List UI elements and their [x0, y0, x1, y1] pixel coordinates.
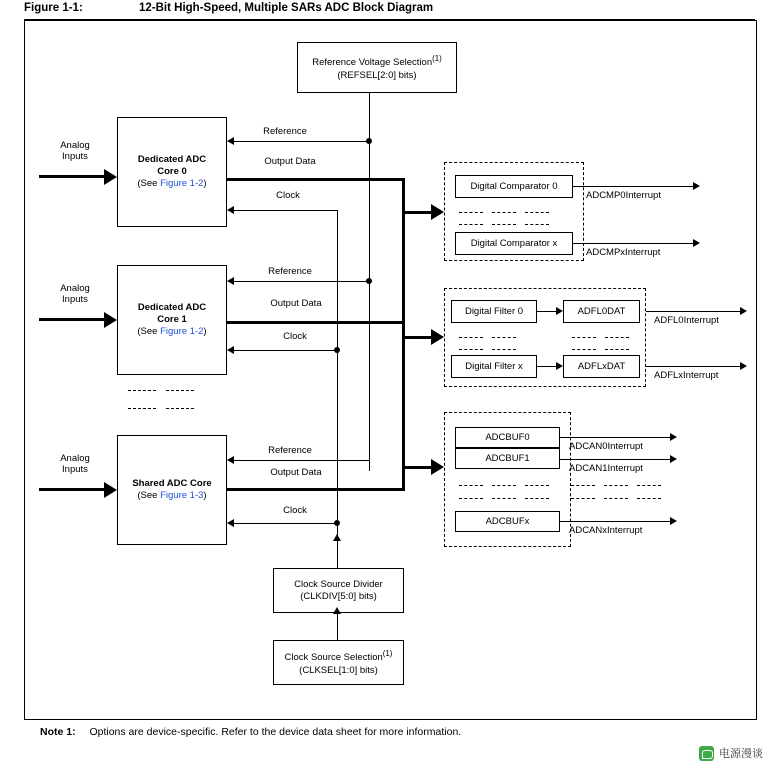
ellipsis-dash	[459, 212, 483, 213]
block-clock-source-selection	[273, 640, 404, 685]
line-analog-inputs-1	[39, 318, 105, 321]
arrowhead	[431, 329, 444, 345]
arrowhead	[104, 312, 117, 328]
ellipsis-dash	[604, 498, 628, 499]
label-reference-0: Reference	[263, 126, 307, 137]
ellipsis-dash	[459, 485, 483, 486]
ellipsis-dash	[459, 337, 483, 338]
line-analog-inputs-0	[39, 175, 105, 178]
clkdiv-line2: (CLKDIV[5:0] bits)	[300, 590, 377, 602]
label-adcmp0-interrupt: ADCMP0Interrupt	[586, 190, 661, 201]
bus-output-data-2	[227, 488, 405, 491]
ellipsis-dash	[572, 349, 596, 350]
arrowhead	[670, 455, 677, 463]
adcbufx-label: ADCBUFx	[485, 515, 530, 527]
block-adcbufx	[455, 511, 560, 532]
block-digital-filter-x	[451, 355, 537, 378]
block-adfl0dat	[563, 300, 640, 323]
ellipsis-dash	[637, 485, 661, 486]
core0-line1: Dedicated ADC	[137, 154, 207, 165]
ellipsis-dash	[492, 224, 516, 225]
junction-dot	[366, 278, 372, 284]
label-analog-inputs-2: Analog Inputs	[60, 453, 90, 475]
arrowhead	[740, 362, 747, 370]
label-clock-0: Clock	[276, 190, 300, 201]
junction-dot	[334, 520, 340, 526]
line-adcmpx-interrupt	[573, 243, 693, 244]
arrowhead	[556, 362, 563, 370]
clksel-line2: (CLKSEL[1:0] bits)	[299, 664, 378, 676]
ellipsis-dash	[525, 485, 549, 486]
block-dedicated-adc-core-1	[117, 265, 227, 375]
figure-label: Figure 1-1:	[24, 2, 83, 14]
arrowhead	[333, 607, 341, 614]
watermark	[699, 745, 763, 761]
core1-line1: Dedicated ADC	[137, 302, 207, 313]
ellipsis-dash	[605, 337, 629, 338]
line-clock-shared	[228, 523, 337, 524]
arrowhead	[104, 482, 117, 498]
label-reference-2: Reference	[268, 445, 312, 456]
bus-branch-filters	[402, 336, 432, 339]
ellipsis-dash	[572, 337, 596, 338]
arrowhead	[740, 307, 747, 315]
ellipsis-dash	[525, 498, 549, 499]
line-reference-core0	[228, 141, 369, 142]
label-adcanx-interrupt: ADCANxInterrupt	[569, 525, 643, 536]
label-reference-1: Reference	[268, 266, 312, 277]
comparatorx-label: Digital Comparator x	[470, 237, 558, 249]
adcbuf1-label: ADCBUF1	[485, 452, 530, 464]
ellipsis-dash	[525, 224, 549, 225]
ref-select-line2: (REFSEL[2:0] bits)	[337, 69, 417, 81]
ellipsis-dash	[525, 212, 549, 213]
figure-note	[40, 726, 461, 738]
core0-see: (See Figure 1-2)	[137, 178, 207, 189]
block-shared-adc-core	[117, 435, 227, 545]
ellipsis-dash	[571, 498, 595, 499]
line-adfl0-interrupt	[646, 311, 740, 312]
figure-caption	[24, 2, 754, 20]
label-clock-2: Clock	[283, 505, 307, 516]
line-adcan0-interrupt	[560, 437, 670, 438]
line-adcmp0-interrupt	[573, 186, 693, 187]
label-adcan0-interrupt: ADCAN0Interrupt	[569, 441, 643, 452]
wechat-icon	[699, 746, 714, 761]
ref-select-line1: Reference Voltage Selection$^{(1)}$	[312, 54, 442, 69]
label-analog-inputs-0: Analog Inputs	[60, 140, 90, 162]
label-adflx-interrupt: ADFLxInterrupt	[654, 370, 719, 381]
arrowhead	[227, 277, 234, 285]
ellipsis-dash	[492, 498, 516, 499]
arrowhead	[431, 204, 444, 220]
shared-see: (See Figure 1-3)	[137, 490, 207, 501]
block-digital-comparator-0	[455, 175, 573, 198]
bus-output-data-0	[227, 178, 405, 181]
label-analog-inputs-1: Analog Inputs	[60, 283, 90, 305]
line-reference-shared	[228, 460, 369, 461]
label-output-data-1: Output Data	[270, 298, 322, 309]
filter0-label: Digital Filter 0	[464, 305, 524, 317]
line-analog-inputs-2	[39, 488, 105, 491]
adfl0dat-label: ADFL0DAT	[577, 305, 626, 317]
line-adcan1-interrupt	[560, 459, 670, 460]
ellipsis-dash	[492, 212, 516, 213]
ellipsis-dash	[459, 349, 483, 350]
line-adflx-interrupt	[646, 366, 740, 367]
clkdiv-line1: Clock Source Divider	[294, 578, 383, 590]
block-dedicated-adc-core-0	[117, 117, 227, 227]
line-reference-core1	[228, 281, 369, 282]
ellipsis-dash	[492, 485, 516, 486]
arrowhead	[693, 182, 700, 190]
arrowhead	[227, 206, 234, 214]
line-filterx-to-adflxdat	[537, 366, 556, 367]
ellipsis-dash	[571, 485, 595, 486]
line-clksel-to-clkdiv	[337, 613, 338, 640]
ellipsis-dash	[459, 498, 483, 499]
ellipsis-dash	[166, 390, 194, 391]
bus-output-data-1	[227, 321, 405, 324]
junction-dot	[366, 138, 372, 144]
line-clock-core1	[228, 350, 337, 351]
arrowhead	[670, 433, 677, 441]
line-clkdiv-to-clockbus	[337, 540, 338, 568]
arrowhead	[431, 459, 444, 475]
arrowhead	[670, 517, 677, 525]
bus-branch-comparators	[402, 211, 432, 214]
ellipsis-dash	[166, 408, 194, 409]
ellipsis-dash	[637, 498, 661, 499]
arrowhead	[227, 456, 234, 464]
ellipsis-dash	[492, 349, 516, 350]
ellipsis-dash	[459, 224, 483, 225]
bus-branch-buffers	[402, 466, 432, 469]
core1-line2: Core 1	[157, 314, 187, 325]
arrowhead	[227, 519, 234, 527]
core0-line2: Core 0	[157, 166, 187, 177]
adcbuf0-label: ADCBUF0	[485, 431, 530, 443]
bus-clock-vertical	[337, 210, 338, 568]
label-adcmpx-interrupt: ADCMPxInterrupt	[586, 247, 661, 258]
core1-see: (See Figure 1-2)	[137, 326, 207, 337]
arrowhead	[227, 137, 234, 145]
comparator0-label: Digital Comparator 0	[470, 180, 558, 192]
note-prefix: Note 1:	[40, 726, 76, 738]
block-reference-voltage-selection	[297, 42, 457, 93]
line-clock-core0	[228, 210, 337, 211]
ellipsis-dash	[128, 390, 156, 391]
block-adcbuf1	[455, 448, 560, 469]
ellipsis-dash	[605, 349, 629, 350]
arrowhead	[693, 239, 700, 247]
block-digital-comparator-x	[455, 232, 573, 255]
arrowhead	[227, 346, 234, 354]
label-adcan1-interrupt: ADCAN1Interrupt	[569, 463, 643, 474]
bus-data-vertical	[402, 178, 405, 491]
figure-title: 12-Bit High-Speed, Multiple SARs ADC Block Diagram	[139, 2, 434, 14]
clksel-line1: Clock Source Selection$^{(1)}$	[284, 649, 393, 664]
note-text: Options are device-specific. Refer to the device data sheet for more information.	[89, 726, 462, 738]
watermark-text: 电源漫谈	[719, 748, 763, 760]
ellipsis-dash	[604, 485, 628, 486]
ellipsis-dash	[492, 337, 516, 338]
line-adcanx-interrupt	[560, 521, 670, 522]
arrowhead	[556, 307, 563, 315]
label-adfl0-interrupt: ADFL0Interrupt	[654, 315, 719, 326]
block-digital-filter-0	[451, 300, 537, 323]
block-adcbuf0	[455, 427, 560, 448]
junction-dot	[334, 347, 340, 353]
line-filter0-to-adfl0dat	[537, 311, 556, 312]
arrowhead	[104, 169, 117, 185]
block-adflxdat	[563, 355, 640, 378]
arrowhead	[333, 534, 341, 541]
label-output-data-0: Output Data	[264, 156, 316, 167]
ellipsis-dash	[128, 408, 156, 409]
filterx-label: Digital Filter x	[465, 360, 523, 372]
shared-line1: Shared ADC Core	[132, 478, 212, 489]
label-clock-1: Clock	[283, 331, 307, 342]
adflxdat-label: ADFLxDAT	[577, 360, 626, 372]
label-output-data-2: Output Data	[270, 467, 322, 478]
